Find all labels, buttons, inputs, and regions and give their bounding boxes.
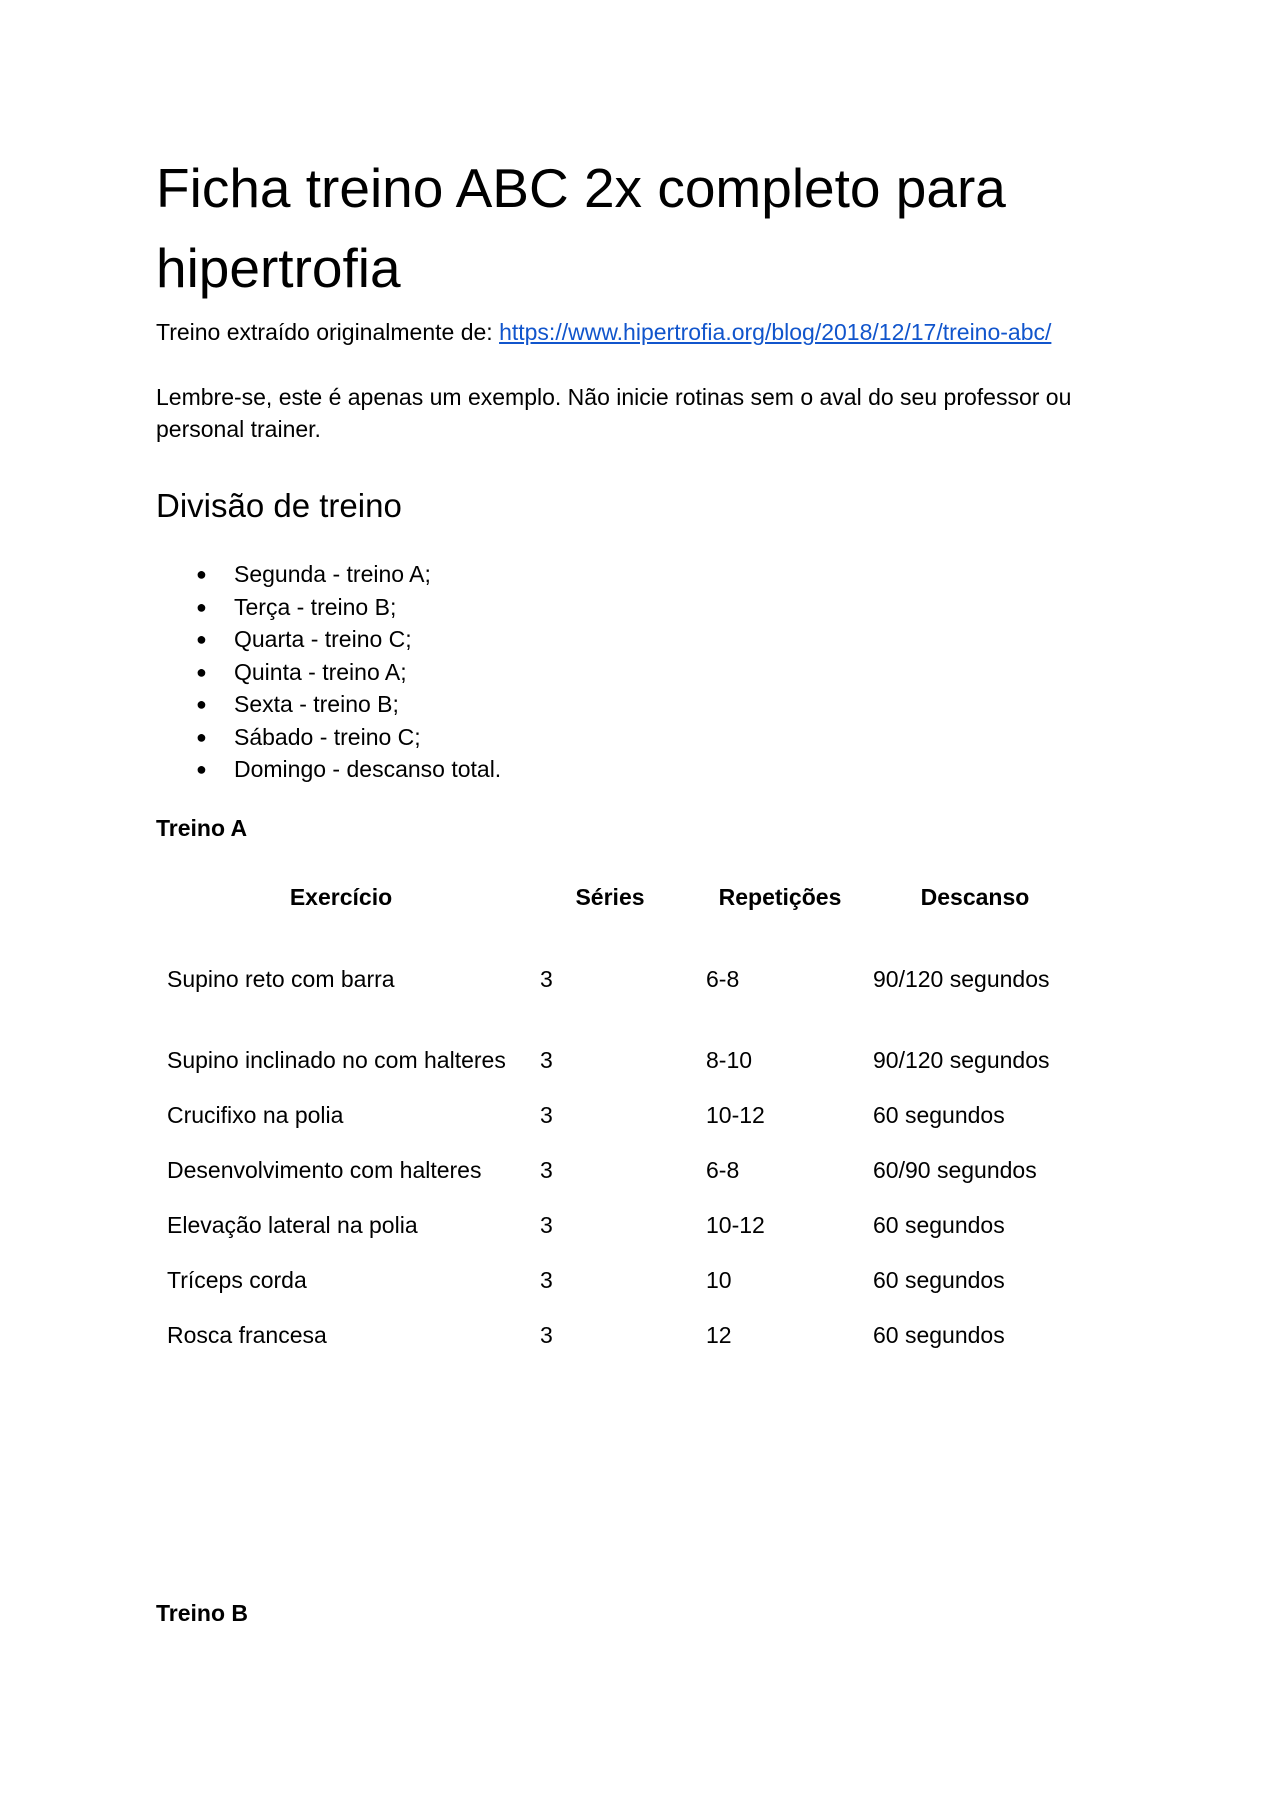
cell-repeticoes: 12 bbox=[706, 1322, 732, 1348]
list-item-text: Quarta - treino C; bbox=[234, 626, 412, 652]
cell-descanso: 90/120 segundos bbox=[873, 1047, 1050, 1073]
division-list bbox=[156, 558, 501, 786]
cell-exercicio: Rosca francesa bbox=[167, 1322, 327, 1348]
cell-descanso: 60 segundos bbox=[873, 1267, 1005, 1293]
list-item bbox=[156, 558, 501, 591]
cell-series: 3 bbox=[540, 1212, 553, 1238]
list-item-text: Domingo - descanso total. bbox=[234, 756, 502, 782]
cell-repeticoes: 10-12 bbox=[706, 1102, 765, 1128]
table-row bbox=[0, 962, 1280, 996]
cell-descanso: 60 segundos bbox=[873, 1322, 1005, 1348]
cell-exercicio: Supino reto com barra bbox=[167, 966, 395, 992]
bullet-icon: ● bbox=[196, 596, 207, 617]
list-item bbox=[156, 623, 501, 656]
bullet-icon: ● bbox=[196, 661, 207, 682]
table-row bbox=[0, 1318, 1280, 1352]
column-header-series: Séries bbox=[575, 884, 645, 910]
bullet-icon: ● bbox=[196, 726, 207, 747]
treino-b-heading: Treino B bbox=[156, 1600, 249, 1626]
list-item bbox=[156, 656, 501, 689]
cell-series: 3 bbox=[540, 1157, 553, 1183]
column-header-exercicio: Exercício bbox=[289, 884, 393, 910]
cell-series: 3 bbox=[540, 1322, 553, 1348]
treino-a-heading: Treino A bbox=[156, 815, 248, 841]
list-item-text: Sexta - treino B; bbox=[234, 691, 399, 717]
bullet-icon: ● bbox=[196, 694, 207, 714]
source-line bbox=[156, 316, 1051, 348]
cell-descanso: 60/90 segundos bbox=[873, 1157, 1037, 1183]
cell-exercicio: Supino inclinado no com halteres bbox=[167, 1047, 506, 1073]
cell-exercicio: Crucifixo na polia bbox=[167, 1102, 344, 1128]
source-prefix: Treino extraído originalmente de: bbox=[156, 319, 500, 345]
list-item-text: Quinta - treino A; bbox=[234, 658, 407, 685]
cell-series: 3 bbox=[540, 966, 553, 992]
column-header-descanso: Descanso bbox=[920, 884, 1030, 910]
list-item bbox=[156, 591, 501, 624]
cell-series: 3 bbox=[540, 1047, 553, 1073]
cell-repeticoes: 6-8 bbox=[706, 966, 740, 992]
cell-exercicio: Elevação lateral na polia bbox=[167, 1212, 418, 1238]
cell-descanso: 90/120 segundos bbox=[873, 966, 1050, 992]
cell-series: 3 bbox=[540, 1102, 553, 1128]
table-row bbox=[0, 1098, 1280, 1132]
table-header bbox=[0, 880, 1280, 914]
cell-repeticoes: 8-10 bbox=[706, 1047, 753, 1073]
column-header-repeticoes: Repetições bbox=[718, 884, 842, 910]
disclaimer-note: Lembre-se, este é apenas um exemplo. Não inicie rotinas sem o aval do seu professor ou personal trainer. bbox=[156, 384, 1072, 442]
bullet-icon: ● bbox=[196, 629, 207, 649]
cell-repeticoes: 10 bbox=[706, 1267, 732, 1293]
list-item-text: Sábado - treino C; bbox=[234, 723, 421, 750]
table-row bbox=[0, 1263, 1280, 1297]
cell-exercicio: Tríceps corda bbox=[167, 1267, 307, 1293]
table-row bbox=[0, 1208, 1280, 1242]
cell-descanso: 60 segundos bbox=[873, 1102, 1005, 1128]
cell-exercicio: Desenvolvimento com halteres bbox=[167, 1157, 482, 1183]
list-item bbox=[156, 721, 501, 754]
list-item bbox=[156, 753, 501, 786]
cell-descanso: 60 segundos bbox=[873, 1212, 1005, 1238]
bullet-icon: ● bbox=[196, 759, 207, 779]
page-title: Ficha treino ABC 2x completo para hipertrofia bbox=[156, 157, 1006, 299]
list-item-text: Terça - treino B; bbox=[234, 593, 397, 620]
bullet-icon: ● bbox=[196, 564, 207, 584]
list-item-text: Segunda - treino A; bbox=[234, 561, 431, 587]
list-item bbox=[156, 688, 501, 721]
table-row bbox=[0, 1153, 1280, 1187]
table-row bbox=[0, 1043, 1280, 1077]
cell-series: 3 bbox=[540, 1267, 553, 1293]
source-link[interactable]: https://www.hipertrofia.org/blog/2018/12/17/treino-abc/ bbox=[499, 319, 1052, 345]
division-heading: Divisão de treino bbox=[156, 487, 402, 524]
cell-repeticoes: 10-12 bbox=[706, 1212, 765, 1238]
cell-repeticoes: 6-8 bbox=[706, 1157, 740, 1183]
